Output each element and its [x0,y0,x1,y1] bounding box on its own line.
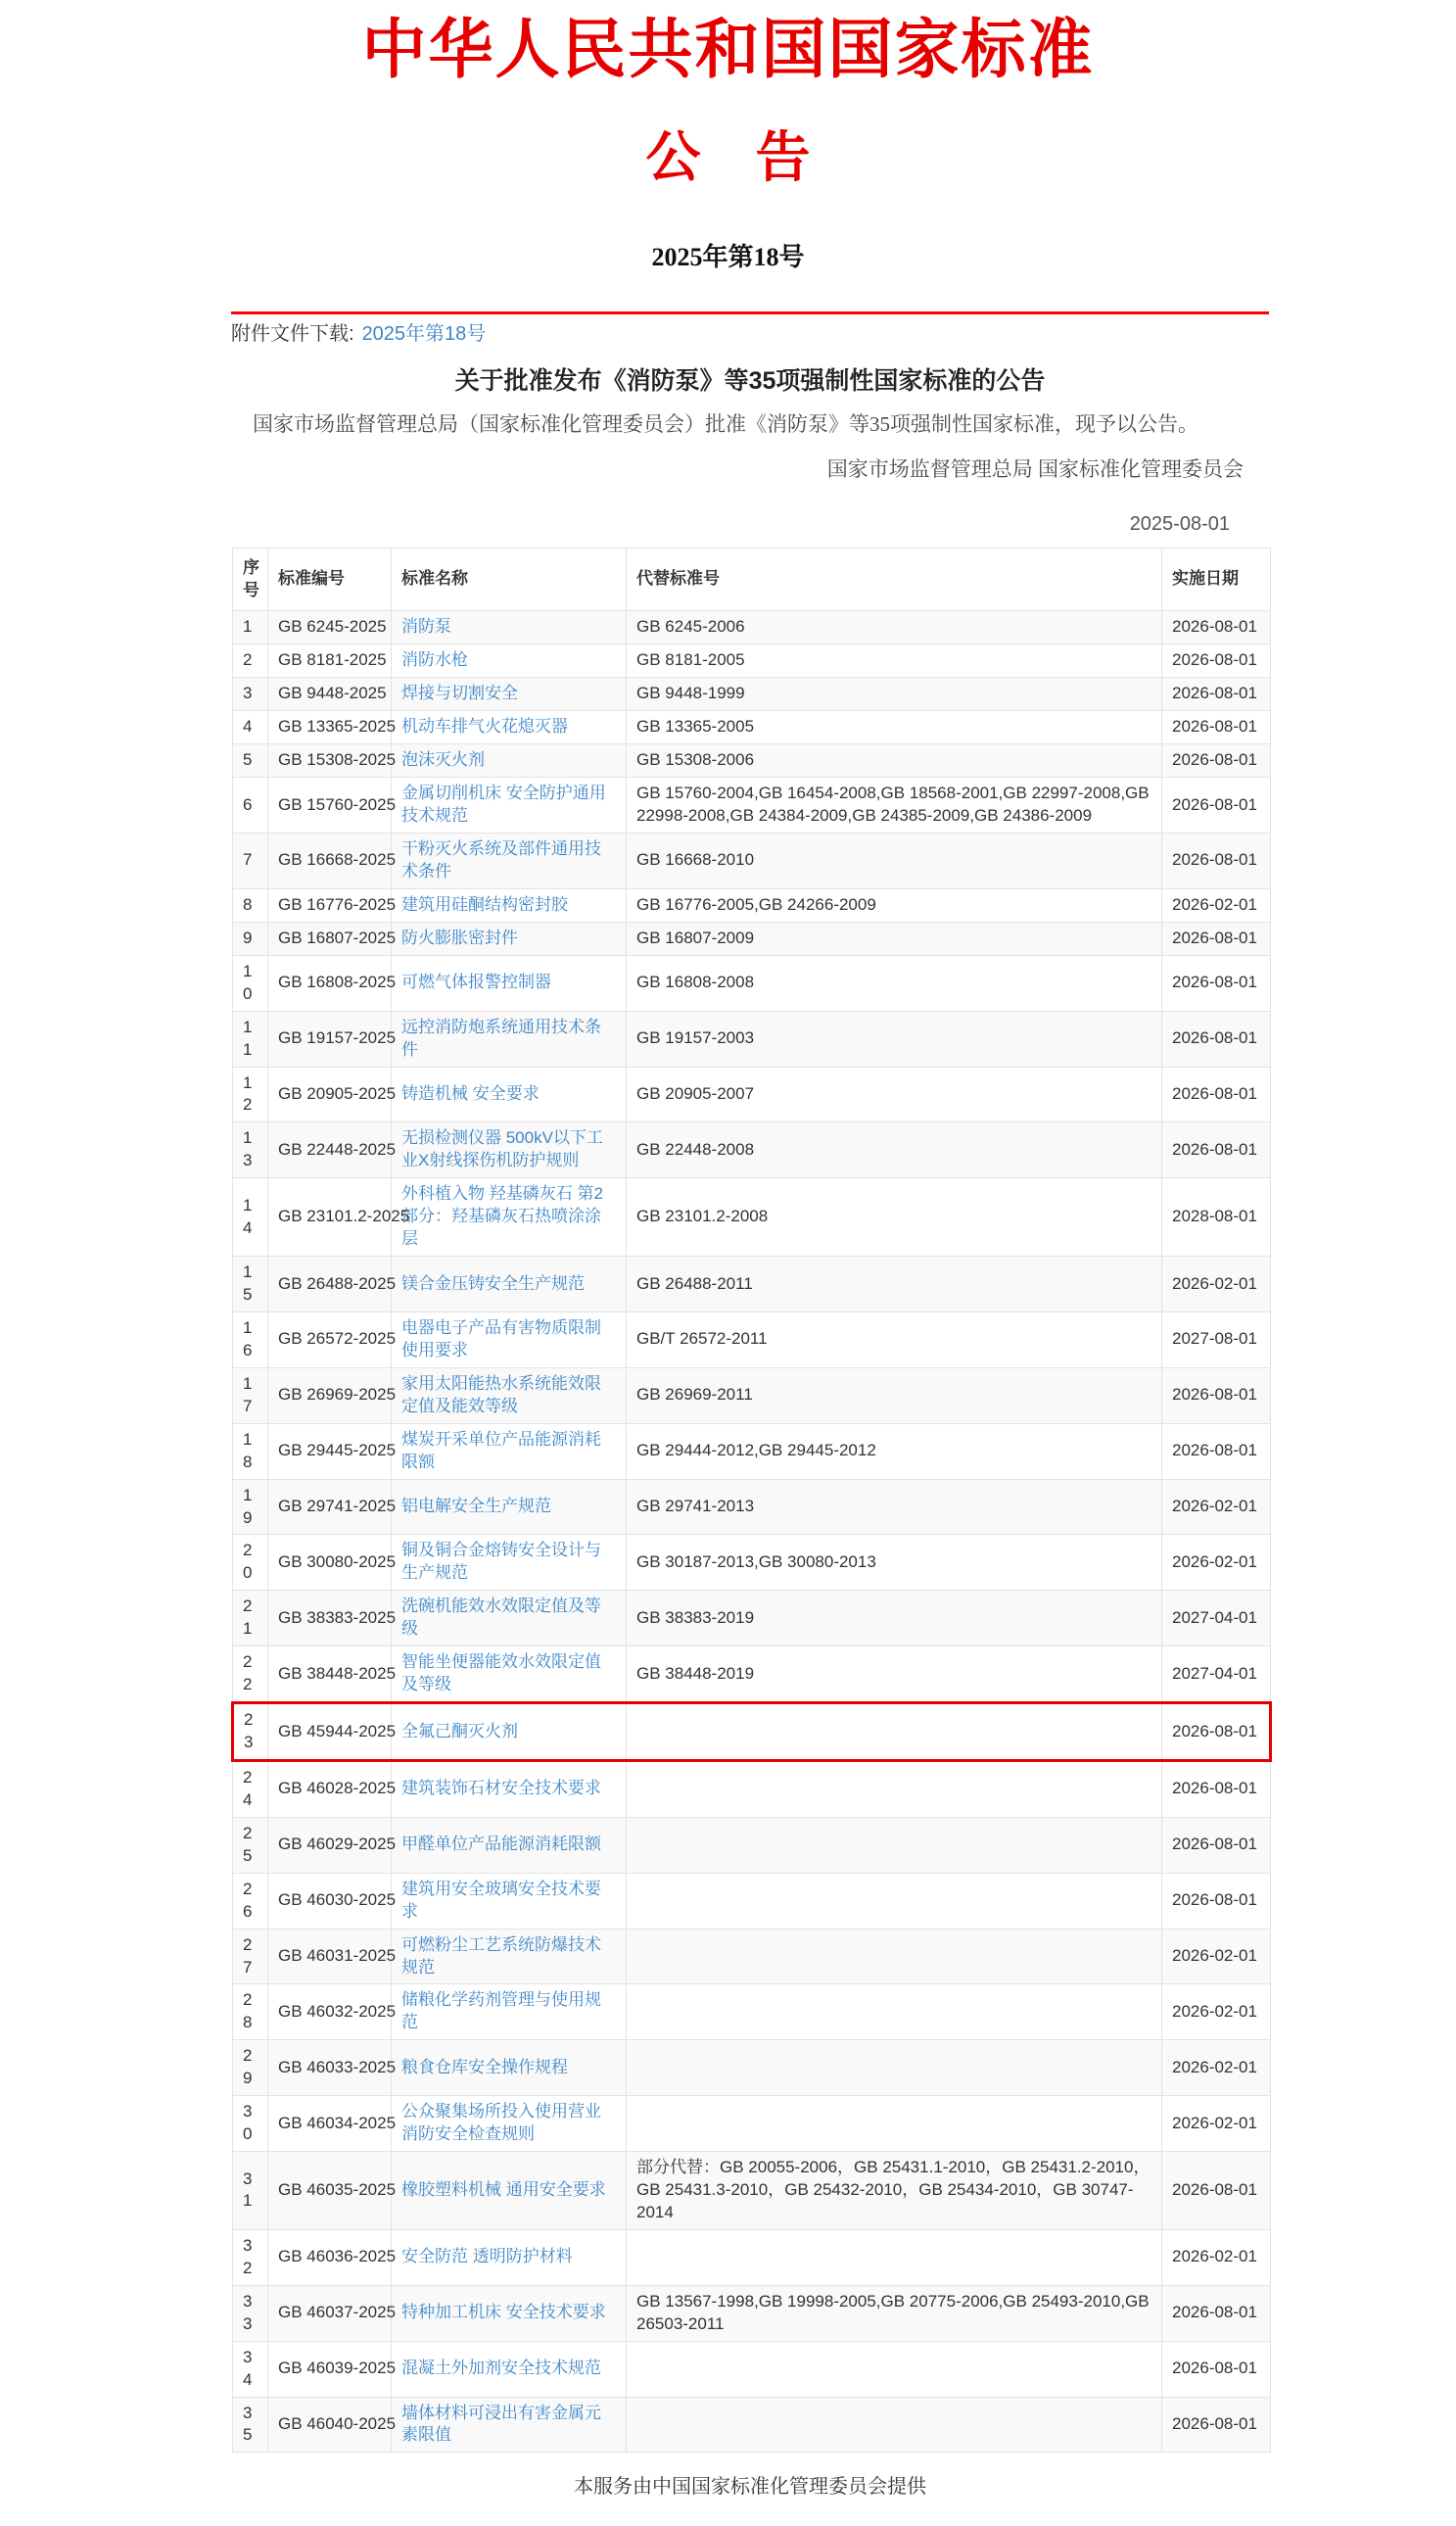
standard-name-link[interactable]: 智能坐便器能效水效限定值及等级 [401,1652,601,1694]
standard-name-link[interactable]: 可燃粉尘工艺系统防爆技术规范 [401,1934,601,1977]
cell-replaces [627,2040,1162,2096]
cell-code: GB 26572-2025 [268,1311,392,1367]
table-row [233,1178,1271,1257]
table-row [233,1367,1271,1423]
cell-serial: 31 [233,2152,268,2230]
cell-code: GB 26488-2025 [268,1257,392,1312]
cell-code: GB 46028-2025 [268,1760,392,1817]
cell-serial: 35 [233,2397,268,2453]
table-row [233,1817,1271,1873]
cell-date: 2026-08-01 [1162,1817,1271,1873]
cell-serial: 6 [233,778,268,834]
cell-serial: 34 [233,2341,268,2397]
cell-date: 2026-08-01 [1162,1703,1271,1761]
standard-name-link[interactable]: 特种加工机床 安全技术要求 [401,2303,606,2322]
table-row [233,1760,1271,1817]
standard-name-link[interactable]: 机动车排气火花熄灭器 [401,717,568,737]
table-row [233,1479,1271,1535]
cell-replaces [627,2229,1162,2285]
cell-replaces [627,2397,1162,2453]
cell-code: GB 38383-2025 [268,1591,392,1646]
cell-code: GB 30080-2025 [268,1535,392,1591]
standard-name-link[interactable]: 铜及铜合金熔铸安全设计与生产规范 [401,1541,601,1583]
standard-name-link[interactable]: 镁合金压铸安全生产规范 [401,1273,585,1293]
cell-replaces: GB 13365-2005 [627,711,1162,744]
cell-name [392,1367,627,1423]
table-row [233,1591,1271,1646]
cell-name [392,1591,627,1646]
service-footer: 本服务由中国国家标准化管理委员会提供 [574,2476,926,2499]
cell-date: 2026-02-01 [1162,1984,1271,2040]
standards-table [231,548,1272,2454]
cell-name [392,2285,627,2341]
cell-date: 2026-08-01 [1162,778,1271,834]
cell-replaces [627,2341,1162,2397]
cell-code: GB 22448-2025 [268,1122,392,1178]
announcement-title: 关于批准发布《消防泵》等35项强制性国家标准的公告 [454,367,1046,396]
cell-date: 2028-08-01 [1162,1178,1271,1257]
cell-serial: 15 [233,1257,268,1312]
body-paragraph: 国家市场监督管理总局（国家标准化管理委员会）批准《消防泵》等35项强制性国家标准，现予以公告。 [253,412,1198,437]
cell-date: 2026-02-01 [1162,1929,1271,1984]
cell-replaces: GB 15760-2004,GB 16454-2008,GB 18568-2001,GB 22997-2008,GB 22998-2008,GB 24384-2009,GB 24385-2009,GB 24386-2009 [627,778,1162,834]
cell-code: GB 26969-2025 [268,1367,392,1423]
cell-serial: 3 [233,678,268,711]
page-header [0,14,1456,272]
cell-date: 2026-02-01 [1162,1535,1271,1591]
cell-code: GB 46037-2025 [268,2285,392,2341]
cell-date: 2026-08-01 [1162,1423,1271,1479]
standard-name-link[interactable]: 储粮化学药剂管理与使用规范 [401,1990,601,2032]
cell-serial: 10 [233,955,268,1011]
attachment-row [231,322,1269,347]
cell-replaces: GB/T 26572-2011 [627,1311,1162,1367]
cell-code: GB 9448-2025 [268,678,392,711]
cell-serial: 4 [233,711,268,744]
cell-name [392,2397,627,2453]
cell-replaces: GB 16776-2005,GB 24266-2009 [627,888,1162,922]
cell-date: 2026-02-01 [1162,1479,1271,1535]
cell-code: GB 46039-2025 [268,2341,392,2397]
cell-replaces: GB 26969-2011 [627,1367,1162,1423]
cell-date: 2027-04-01 [1162,1646,1271,1703]
attachment-label: 附件文件下载: [231,323,354,346]
cell-date: 2027-08-01 [1162,1311,1271,1367]
standard-name-link[interactable]: 外科植入物 羟基磷灰石 第2部分：羟基磷灰石热喷涂涂层 [401,1184,603,1249]
cell-replaces: GB 30187-2013,GB 30080-2013 [627,1535,1162,1591]
cell-serial: 13 [233,1122,268,1178]
cell-replaces: GB 13567-1998,GB 19998-2005,GB 20775-2006,GB 25493-2010,GB 26503-2011 [627,2285,1162,2341]
cell-date: 2027-04-01 [1162,1591,1271,1646]
cell-replaces: GB 9448-1999 [627,678,1162,711]
standard-name-link[interactable]: 消防水枪 [401,650,468,670]
cell-serial: 17 [233,1367,268,1423]
cell-serial: 24 [233,1760,268,1817]
table-row [233,2040,1271,2096]
table-row [233,1011,1271,1067]
cell-serial: 22 [233,1646,268,1703]
cell-code: GB 46031-2025 [268,1929,392,1984]
cell-replaces: GB 29444-2012,GB 29445-2012 [627,1423,1162,1479]
table-row [233,2397,1271,2453]
standard-name-link[interactable]: 橡胶塑料机械 通用安全要求 [401,2180,606,2199]
cell-date: 2026-08-01 [1162,644,1271,678]
cell-name [392,834,627,889]
cell-code: GB 15308-2025 [268,744,392,778]
table-row [233,2096,1271,2152]
cell-code: GB 29445-2025 [268,1423,392,1479]
announcement-heading: 公 告 [645,127,811,189]
standard-name-link[interactable]: 建筑用硅酮结构密封胶 [401,894,568,914]
standard-name-link[interactable]: 家用太阳能热水系统能效限定值及能效等级 [401,1373,601,1415]
cell-replaces: GB 38448-2019 [627,1646,1162,1703]
header-replaces: 代替标准号 [627,548,1162,611]
cell-replaces [627,1760,1162,1817]
cell-name [392,1535,627,1591]
cell-serial: 21 [233,1591,268,1646]
cell-date: 2026-08-01 [1162,678,1271,711]
cell-name [392,1311,627,1367]
standard-name-link[interactable]: 甲醛单位产品能源消耗限额 [401,1835,601,1854]
cell-date: 2026-08-01 [1162,1122,1271,1178]
red-divider [231,311,1269,314]
table-row [233,611,1271,644]
cell-date: 2026-02-01 [1162,2229,1271,2285]
cell-name [392,1929,627,1984]
table-row [233,1122,1271,1178]
cell-code: GB 46029-2025 [268,1817,392,1873]
table-row [233,922,1271,955]
table-row [233,644,1271,678]
header-name: 标准名称 [392,548,627,611]
cell-date: 2026-08-01 [1162,1011,1271,1067]
header-serial: 序号 [233,548,268,611]
cell-name [392,888,627,922]
table-row [233,2229,1271,2285]
standard-name-link[interactable]: 公众聚集场所投入使用营业消防安全检查规则 [401,2102,601,2144]
cell-name [392,1178,627,1257]
cell-date: 2026-02-01 [1162,2040,1271,2096]
table-row [233,711,1271,744]
cell-replaces [627,2096,1162,2152]
cell-date: 2026-08-01 [1162,2152,1271,2230]
standard-name-link[interactable]: 洗碗机能效水效限定值及等级 [401,1597,601,1639]
standard-name-link[interactable]: 建筑装饰石材安全技术要求 [401,1779,601,1798]
cell-name [392,1122,627,1178]
cell-code: GB 13365-2025 [268,711,392,744]
cell-serial: 30 [233,2096,268,2152]
cell-replaces: GB 38383-2019 [627,1591,1162,1646]
cell-replaces: GB 22448-2008 [627,1122,1162,1178]
cell-replaces: GB 20905-2007 [627,1067,1162,1122]
attachment-download-link[interactable]: 2025年第18号 [361,323,487,346]
table-row [233,1067,1271,1122]
cell-code: GB 46033-2025 [268,2040,392,2096]
cell-replaces: GB 16808-2008 [627,955,1162,1011]
cell-date: 2026-08-01 [1162,744,1271,778]
standard-name-link[interactable]: 建筑用安全玻璃安全技术要求 [401,1879,601,1921]
cell-code: GB 16807-2025 [268,922,392,955]
cell-name [392,2341,627,2397]
cell-serial: 28 [233,1984,268,2040]
cell-name [392,1760,627,1817]
cell-code: GB 16776-2025 [268,888,392,922]
cell-name [392,1067,627,1122]
cell-serial: 25 [233,1817,268,1873]
cell-replaces: 部分代替：GB 20055-2006，GB 25431.1-2010，GB 25431.2-2010，GB 25431.3-2010，GB 25432-2010，GB 25434-2010，GB 30747-2014 [627,2152,1162,2230]
cell-replaces [627,1703,1162,1761]
cell-serial: 2 [233,644,268,678]
standard-name-link[interactable]: 焊接与切割安全 [401,684,518,703]
cell-code: GB 20905-2025 [268,1067,392,1122]
cell-serial: 5 [233,744,268,778]
cell-name [392,1257,627,1312]
cell-date: 2026-08-01 [1162,611,1271,644]
cell-code: GB 8181-2025 [268,644,392,678]
cell-date: 2026-08-01 [1162,922,1271,955]
cell-name [392,1011,627,1067]
cell-code: GB 46032-2025 [268,1984,392,2040]
cell-name [392,644,627,678]
table-row [233,2341,1271,2397]
table-row [233,1535,1271,1591]
cell-serial: 29 [233,2040,268,2096]
cell-date: 2026-08-01 [1162,1873,1271,1929]
cell-serial: 14 [233,1178,268,1257]
cell-name [392,711,627,744]
standard-name-link[interactable]: 安全防范 透明防护材料 [401,2247,573,2266]
cell-replaces [627,1817,1162,1873]
cell-serial: 7 [233,834,268,889]
table-row [233,1257,1271,1312]
cell-code: GB 46035-2025 [268,2152,392,2230]
cell-name [392,744,627,778]
cell-code: GB 16808-2025 [268,955,392,1011]
standard-name-link[interactable]: 金属切削机床 安全防护通用技术规范 [401,784,606,826]
table-row [233,744,1271,778]
cell-date: 2026-08-01 [1162,1367,1271,1423]
cell-code: GB 46030-2025 [268,1873,392,1929]
cell-date: 2026-08-01 [1162,2285,1271,2341]
standard-name-link[interactable]: 粮食仓库安全操作规程 [401,2057,568,2076]
standard-name-link[interactable]: 墙体材料可浸出有害金属元素限值 [401,2403,601,2445]
cell-code: GB 15760-2025 [268,778,392,834]
cell-date: 2026-02-01 [1162,888,1271,922]
issuing-authority: 国家市场监督管理总局 国家标准化管理委员会 [826,457,1244,482]
cell-date: 2026-02-01 [1162,2096,1271,2152]
cell-date: 2026-02-01 [1162,1257,1271,1312]
cell-date: 2026-08-01 [1162,2341,1271,2397]
table-row [233,1311,1271,1367]
cell-name [392,922,627,955]
publish-date: 2025-08-01 [1129,512,1230,535]
standard-name-link[interactable]: 可燃气体报警控制器 [401,973,551,992]
cell-code: GB 16668-2025 [268,834,392,889]
cell-replaces [627,1873,1162,1929]
cell-code: GB 46036-2025 [268,2229,392,2285]
header-date: 实施日期 [1162,548,1271,611]
cell-name [392,1423,627,1479]
table-row [233,1646,1271,1703]
cell-code: GB 29741-2025 [268,1479,392,1535]
cell-date: 2026-08-01 [1162,711,1271,744]
cell-serial: 1 [233,611,268,644]
standard-name-link[interactable]: 无损检测仪器 500kV以下工业X射线探伤机防护规则 [401,1128,603,1170]
cell-date: 2026-08-01 [1162,1067,1271,1122]
cell-code: GB 45944-2025 [268,1703,392,1761]
table-row [233,834,1271,889]
cell-name [392,955,627,1011]
standard-name-link[interactable]: 煤炭开采单位产品能源消耗限额 [401,1429,601,1471]
standard-name-link[interactable]: 泡沫灭火剂 [401,750,485,770]
cell-serial: 27 [233,1929,268,1984]
table-row [233,1984,1271,2040]
table-row [233,1703,1271,1761]
table-row [233,2152,1271,2230]
cell-code: GB 19157-2025 [268,1011,392,1067]
cell-name [392,1984,627,2040]
table-row [233,678,1271,711]
table-row [233,1929,1271,1984]
cell-replaces [627,1984,1162,2040]
standard-name-link[interactable]: 干粉灭火系统及部件通用技术条件 [401,839,601,881]
cell-replaces: GB 16668-2010 [627,834,1162,889]
standard-name-link[interactable]: 防火膨胀密封件 [401,928,518,947]
cell-name [392,611,627,644]
cell-serial: 26 [233,1873,268,1929]
standard-name-link[interactable]: 铝电解安全生产规范 [401,1497,551,1516]
cell-name [392,778,627,834]
cell-serial: 9 [233,922,268,955]
cell-name [392,1703,627,1761]
cell-name [392,1817,627,1873]
cell-serial: 23 [233,1703,268,1761]
cell-name [392,2152,627,2230]
cell-serial: 16 [233,1311,268,1367]
cell-replaces: GB 6245-2006 [627,611,1162,644]
standard-name-link[interactable]: 电器电子产品有害物质限制使用要求 [401,1317,601,1359]
cell-serial: 20 [233,1535,268,1591]
header-code: 标准编号 [268,548,392,611]
cell-serial: 19 [233,1479,268,1535]
cell-date: 2026-08-01 [1162,834,1271,889]
table-row [233,888,1271,922]
table-row [233,1423,1271,1479]
table-row [233,955,1271,1011]
table-row [233,2285,1271,2341]
cell-replaces [627,1929,1162,1984]
cell-name [392,2096,627,2152]
cell-date: 2026-08-01 [1162,955,1271,1011]
cell-date: 2026-08-01 [1162,2397,1271,2453]
cell-name [392,1873,627,1929]
cell-replaces: GB 19157-2003 [627,1011,1162,1067]
cell-serial: 32 [233,2229,268,2285]
standard-name-link[interactable]: 消防泵 [401,617,451,637]
cell-code: GB 46040-2025 [268,2397,392,2453]
cell-replaces: GB 23101.2-2008 [627,1178,1162,1257]
cell-name [392,1479,627,1535]
national-standard-title: 中华人民共和国国家标准 [361,15,1095,86]
standard-name-link[interactable]: 铸造机械 安全要求 [401,1083,540,1103]
content-area [231,311,1269,2499]
issue-number: 2025年第18号 [651,243,805,272]
cell-code: GB 6245-2025 [268,611,392,644]
cell-name [392,1646,627,1703]
cell-code: GB 46034-2025 [268,2096,392,2152]
cell-name [392,2229,627,2285]
cell-replaces: GB 8181-2005 [627,644,1162,678]
cell-date: 2026-08-01 [1162,1760,1271,1817]
cell-serial: 8 [233,888,268,922]
cell-serial: 12 [233,1067,268,1122]
cell-name [392,2040,627,2096]
table-header-row [233,548,1271,611]
cell-replaces: GB 26488-2011 [627,1257,1162,1312]
table-row [233,1873,1271,1929]
cell-replaces: GB 15308-2006 [627,744,1162,778]
cell-replaces: GB 29741-2013 [627,1479,1162,1535]
standard-name-link[interactable]: 混凝土外加剂安全技术规范 [401,2359,601,2378]
cell-code: GB 23101.2-2025 [268,1178,392,1257]
cell-serial: 18 [233,1423,268,1479]
cell-code: GB 38448-2025 [268,1646,392,1703]
table-row [233,778,1271,834]
cell-serial: 11 [233,1011,268,1067]
cell-serial: 33 [233,2285,268,2341]
standard-name-link[interactable]: 远控消防炮系统通用技术条件 [401,1017,601,1059]
standard-name-link[interactable]: 全氟己酮灭火剂 [401,1721,518,1740]
cell-name [392,678,627,711]
cell-replaces: GB 16807-2009 [627,922,1162,955]
